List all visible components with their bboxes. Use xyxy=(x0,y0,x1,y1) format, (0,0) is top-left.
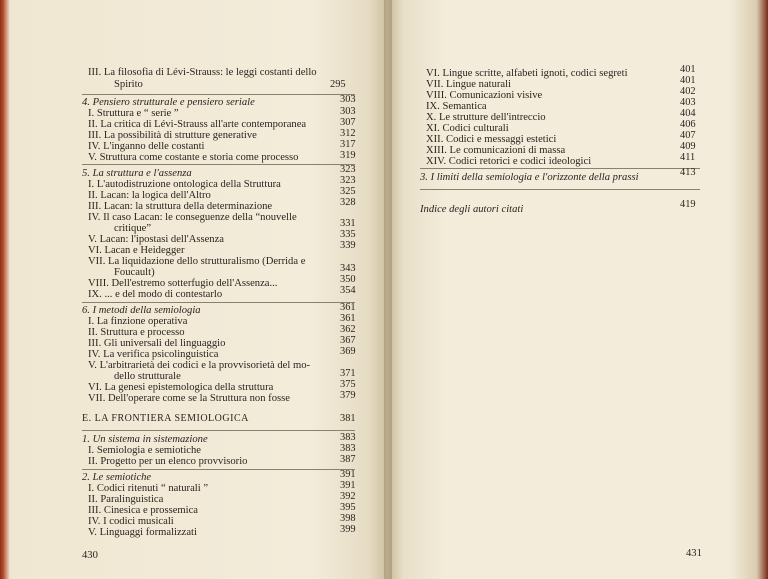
toc-entry-text: II. Progetto per un elenco provvisorio xyxy=(88,456,248,467)
toc-page-number: 411 xyxy=(680,152,696,163)
toc-page-number: 328 xyxy=(340,197,356,208)
toc-entry-text: III. Gli universali del linguaggio xyxy=(88,338,226,349)
toc-page-number: 371 xyxy=(340,368,356,379)
page-number: 431 xyxy=(686,548,702,559)
toc-index-title: Indice degli autori citati xyxy=(420,204,524,215)
toc-entry-text: V. Linguaggi formalizzati xyxy=(88,527,197,538)
toc-chapter-title: 6. I metodi della semiologia xyxy=(82,305,201,316)
toc-page-number: 406 xyxy=(680,119,696,130)
toc-page-number: 401 xyxy=(680,75,696,86)
toc-page-number: 399 xyxy=(340,524,356,535)
toc-page-number: 323 xyxy=(340,164,356,175)
toc-entry-text: III. La possibilità di strutture generative xyxy=(88,130,257,141)
toc-entry-text: IX. Semantica xyxy=(426,101,487,112)
toc-page-number: 407 xyxy=(680,130,696,141)
toc-page-number: 339 xyxy=(340,240,356,251)
toc-page-number: 391 xyxy=(340,480,356,491)
toc-entry-text: dello strutturale xyxy=(114,371,181,382)
toc-entry-text: II. Lacan: la logica dell'Altro xyxy=(88,190,211,201)
toc-page-number: 383 xyxy=(340,432,356,443)
page-number: 430 xyxy=(82,550,98,561)
toc-page-number: 369 xyxy=(340,346,356,357)
toc-page-number: 307 xyxy=(340,117,356,128)
toc-entry-text: Spirito xyxy=(114,79,143,90)
toc-entry-text: XIV. Codici retorici e codici ideologici xyxy=(426,156,592,167)
toc-page-number: 402 xyxy=(680,86,696,97)
toc-page-number: 354 xyxy=(340,285,356,296)
toc-entry-text: X. Le strutture dell'intreccio xyxy=(426,112,546,123)
toc-section-title: E. LA FRONTIERA SEMIOLOGICA xyxy=(82,413,249,424)
toc-entry-text: I. Semiologia e semiotiche xyxy=(88,445,201,456)
toc-page-number: 362 xyxy=(340,324,356,335)
toc-page-number: 392 xyxy=(340,491,356,502)
book-gutter xyxy=(384,0,392,579)
toc-page-number: 361 xyxy=(340,302,356,313)
toc-entry-text: V. Lacan: l'ipostasi dell'Assenza xyxy=(88,234,225,245)
toc-page-number: 398 xyxy=(340,513,356,524)
toc-page-number: 387 xyxy=(340,454,356,465)
toc-chapter-title: 4. Pensiero strutturale e pensiero seriale xyxy=(82,97,255,108)
toc-entry-text: Foucault) xyxy=(114,267,155,278)
toc-page-number: 319 xyxy=(340,150,356,161)
toc-entry-text: IV. La verifica psicolinguistica xyxy=(88,349,219,360)
toc-entry-text: VIII. Dell'estremo sotterfugio dell'Assenza... xyxy=(88,278,278,289)
toc-entry-text: IV. L'inganno delle costanti xyxy=(88,141,205,152)
divider xyxy=(82,164,355,165)
toc-page-number: 323 xyxy=(340,175,356,186)
toc-page-number: 383 xyxy=(340,443,356,454)
toc-entry-text: I. L'autodistruzione ontologica della Struttura xyxy=(88,179,281,190)
toc-entry-text: V. Struttura come costante e storia come processo xyxy=(88,152,299,163)
toc-entry-text: I. La finzione operativa xyxy=(88,316,188,327)
toc-entry-text: V. L'arbitrarietà dei codici e la provvisorietà del mo- xyxy=(88,360,311,371)
right-page xyxy=(388,0,768,579)
toc-entry-text: I. Struttura e “ serie ” xyxy=(88,108,179,119)
toc-entry-text: XI. Codici culturali xyxy=(426,123,509,134)
toc-page-number: 303 xyxy=(340,94,356,105)
toc-page-number: 375 xyxy=(340,379,356,390)
toc-entry-text: IX. ... e del modo di contestarlo xyxy=(88,289,223,300)
toc-entry-text: critique” xyxy=(114,223,152,234)
toc-page-number: 403 xyxy=(680,97,696,108)
toc-chapter-title: 2. Le semiotiche xyxy=(82,472,152,483)
toc-entry-text: II. La critica di Lévi-Strauss all'arte contemporanea xyxy=(88,119,307,130)
toc-page-number: 379 xyxy=(340,390,356,401)
toc-page-number: 381 xyxy=(340,413,356,424)
toc-entry-text: III. Cinesica e prossemica xyxy=(88,505,199,516)
divider xyxy=(82,469,355,470)
toc-entry-text: VII. La liquidazione dello strutturalismo (Derrida e xyxy=(88,256,306,267)
toc-chapter-title: 1. Un sistema in sistemazione xyxy=(82,434,208,445)
divider xyxy=(82,302,355,303)
toc-entry-text: II. Struttura e processo xyxy=(88,327,185,338)
toc-page-number: 312 xyxy=(340,128,356,139)
toc-page-number: 391 xyxy=(340,469,356,480)
toc-entry-text: VI. La genesi epistemologica della struttura xyxy=(88,382,274,393)
toc-entry-text: III. La filosofia di Lévi-Strauss: le leggi costanti dello xyxy=(88,67,317,78)
divider xyxy=(420,168,700,169)
divider xyxy=(82,430,355,431)
toc-page-number: 367 xyxy=(340,335,356,346)
toc-page-number: 404 xyxy=(680,108,696,119)
toc-entry-text: VI. Lacan e Heidegger xyxy=(88,245,185,256)
toc-page-number: 401 xyxy=(680,64,696,75)
toc-entry-text: XIII. Le comunicazioni di massa xyxy=(426,145,566,156)
toc-entry-text: VI. Lingue scritte, alfabeti ignoti, codici segreti xyxy=(426,68,628,79)
toc-entry-text: I. Codici ritenuti “ naturali ” xyxy=(88,483,209,494)
toc-page-number: 335 xyxy=(340,229,356,240)
toc-entry-text: VII. Dell'operare come se la Struttura non fosse xyxy=(88,393,290,404)
toc-page-number: 413 xyxy=(680,167,696,178)
toc-page-number: 409 xyxy=(680,141,696,152)
toc-entry-text: II. Paralinguistica xyxy=(88,494,164,505)
toc-page-number: 317 xyxy=(340,139,356,150)
toc-page-number: 361 xyxy=(340,313,356,324)
toc-page-number: 325 xyxy=(340,186,356,197)
toc-page-number: 295 xyxy=(330,79,346,90)
toc-page-number: 331 xyxy=(340,218,356,229)
toc-page-number: 350 xyxy=(340,274,356,285)
toc-entry-text: IV. Il caso Lacan: le conseguenze della “nouvelle xyxy=(88,212,297,223)
toc-entry-text: III. Lacan: la struttura della determinazione xyxy=(88,201,273,212)
toc-entry-text: VII. Lingue naturali xyxy=(426,79,512,90)
toc-page-number: 419 xyxy=(680,199,696,210)
toc-page-number: 303 xyxy=(340,106,356,117)
divider xyxy=(420,189,700,190)
divider xyxy=(82,94,355,95)
toc-entry-text: IV. I codici musicali xyxy=(88,516,174,527)
toc-chapter-title: 5. La struttura e l'assenza xyxy=(82,168,192,179)
toc-page-number: 395 xyxy=(340,502,356,513)
toc-entry-text: VIII. Comunicazioni visive xyxy=(426,90,543,101)
toc-chapter-title: 3. I limiti della semiologia e l'orizzonte della prassi xyxy=(420,172,639,183)
toc-page-number: 343 xyxy=(340,263,356,274)
toc-entry-text: XII. Codici e messaggi estetici xyxy=(426,134,557,145)
